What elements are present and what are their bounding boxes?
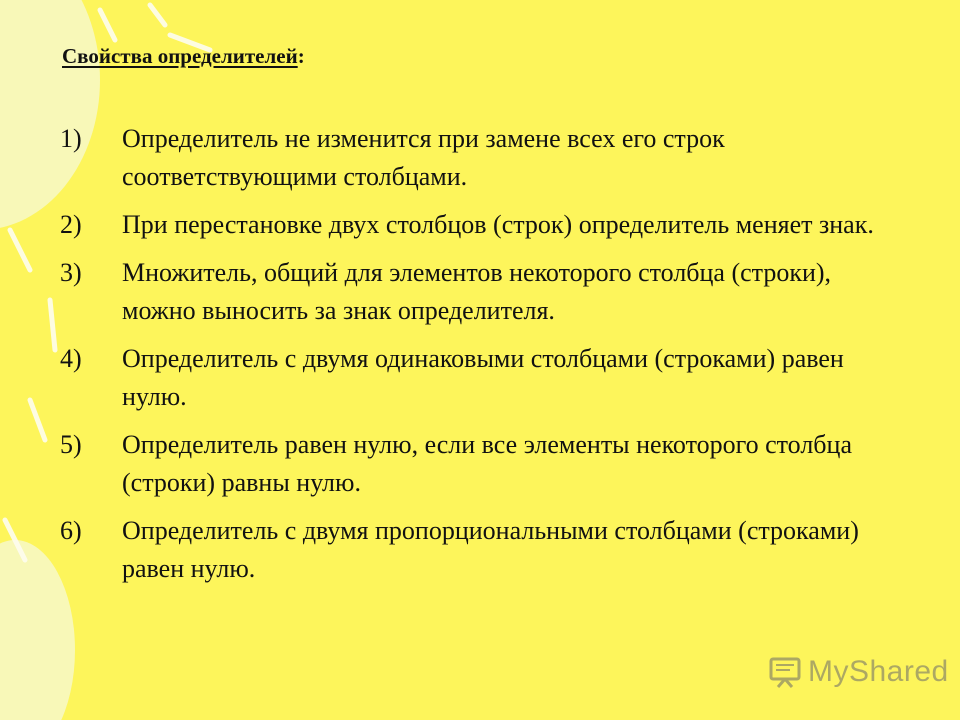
presentation-board-icon	[768, 655, 802, 689]
item-text: При перестановке двух столбцов (строк) определитель меняет знак.	[122, 210, 874, 239]
item-number: 1)	[60, 124, 82, 153]
list-item	[60, 512, 880, 588]
list-item	[60, 340, 880, 416]
list-item	[60, 426, 880, 502]
item-text: Множитель, общий для элементов некоторого столбца (строки), можно выносить за знак определителя.	[122, 258, 832, 325]
item-number: 3)	[60, 258, 82, 287]
list-item	[60, 206, 880, 244]
item-text: Определитель не изменится при замене всех его строк соответствующими столбцами.	[122, 124, 725, 191]
slide-title-colon: :	[297, 44, 305, 68]
property-list	[60, 120, 880, 598]
list-item	[60, 254, 880, 330]
watermark	[768, 655, 949, 689]
item-number: 5)	[60, 430, 82, 459]
slide-title-text: Свойства определителей	[62, 44, 298, 68]
item-text: Определитель с двумя одинаковыми столбцами (строками) равен нулю.	[122, 344, 844, 411]
item-text: Определитель с двумя пропорциональными столбцами (строками) равен нулю.	[122, 516, 859, 583]
item-number: 4)	[60, 344, 82, 373]
list-item	[60, 120, 880, 196]
item-number: 6)	[60, 516, 82, 545]
item-number: 2)	[60, 210, 82, 239]
slide-title	[62, 44, 305, 69]
watermark-text: MyShared	[808, 655, 949, 688]
item-text: Определитель равен нулю, если все элементы некоторого столбца (строки) равны нулю.	[122, 430, 852, 497]
